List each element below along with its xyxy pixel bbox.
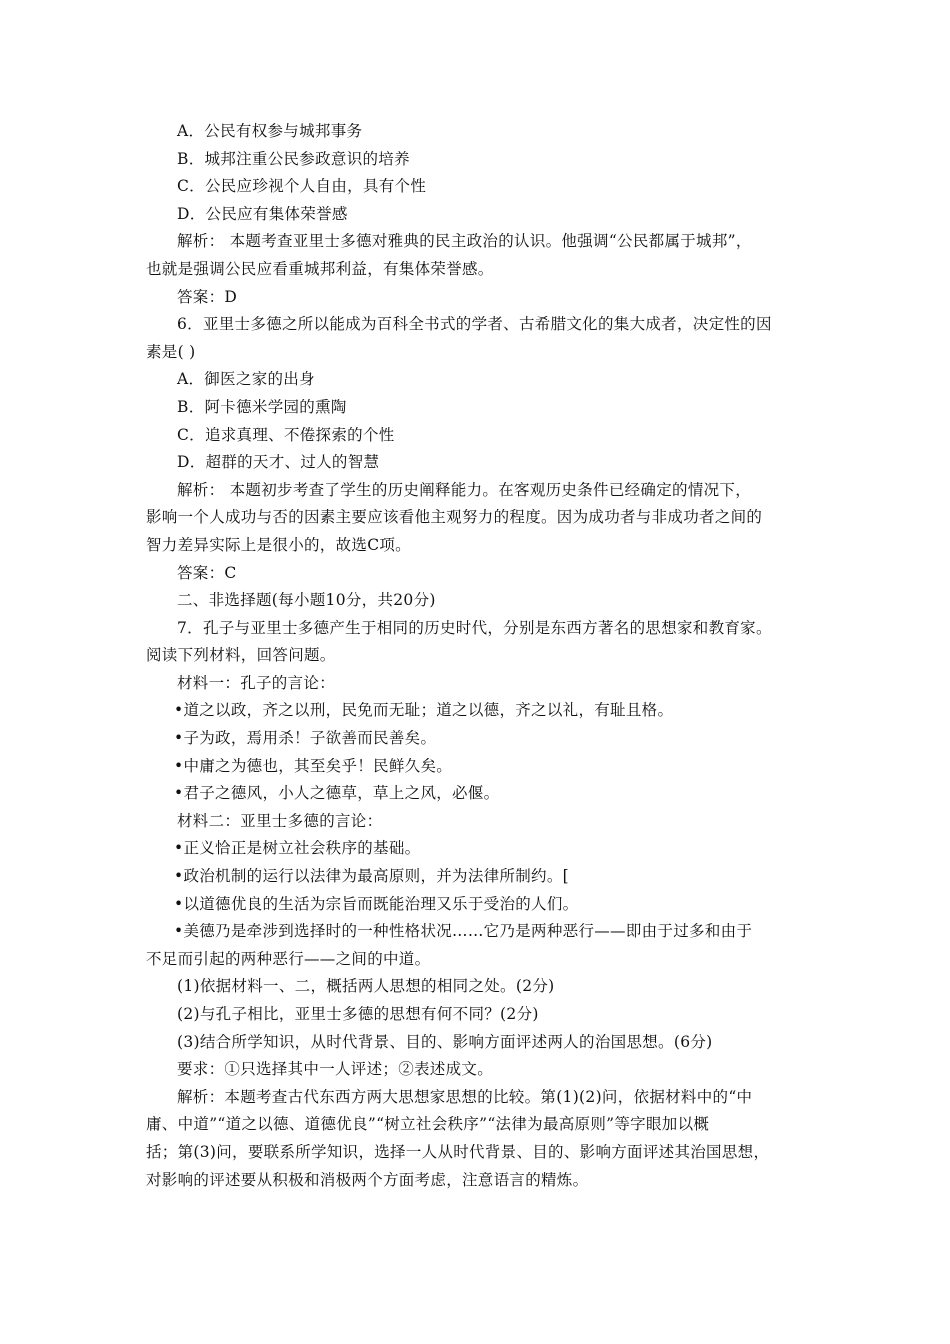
question-line: 阅读下列材料，回答问题。: [146, 646, 336, 665]
question-line: 6．亚里士多德之所以能成为百科全书式的学者、古希腊文化的集大成者，决定性的因: [177, 315, 772, 334]
material-quote: •子为政，焉用杀！子欲善而民善矣。: [174, 729, 437, 748]
sub-question: (3)结合所学知识，从时代背景、目的、影响方面评述两人的治国思想。(6分): [177, 1032, 713, 1051]
material-quote: •正义恰正是树立社会秩序的基础。: [174, 839, 421, 858]
option-d: D．超群的天才、过人的智慧: [177, 453, 380, 472]
sub-question: (1)依据材料一、二，概括两人思想的相同之处。(2分): [177, 977, 555, 996]
analysis-line: 解析： 本题考查亚里士多德对雅典的民主政治的认识。他强调“公民都属于城邦”，: [177, 232, 752, 251]
material-quote: •以道德优良的生活为宗旨而既能治理又乐于受治的人们。: [174, 894, 579, 913]
analysis-line: 影响一个人成功与否的因素主要应该看他主观努力的程度。因为成功者与非成功者之间的: [146, 508, 763, 527]
material-quote: •道之以政，齐之以刑，民免而无耻；道之以德，齐之以礼，有耻且格。: [174, 701, 674, 720]
question-line: 素是( ): [146, 342, 196, 361]
analysis-line: 也就是强调公民应看重城邦利益，有集体荣誉感。: [146, 259, 494, 278]
analysis-line: 解析：本题考查古代东西方两大思想家思想的比较。第(1)(2)问，依据材料中的“中: [177, 1087, 753, 1106]
answer-line: 答案：D: [177, 287, 238, 306]
question-line: 7．孔子与亚里士多德产生于相同的历史时代，分别是东西方著名的思想家和教育家。: [177, 618, 772, 637]
option-b: B．城邦注重公民参政意识的培养: [177, 149, 410, 168]
answer-line: 答案：C: [177, 563, 237, 582]
sub-question: (2)与孔子相比，亚里士多德的思想有何不同？(2分): [177, 1005, 539, 1023]
material-heading: 材料二：亚里士多德的言论：: [177, 811, 383, 830]
material-quote: •美德乃是牵涉到选择时的一种性格状况……它乃是两种恶行——即由于过多和由于: [174, 922, 753, 941]
material-quote: •政治机制的运行以法律为最高原则，并为法律所制约。[: [174, 867, 569, 886]
analysis-line: 对影响的评述要从积极和消极两个方面考虑，注意语言的精炼。: [146, 1170, 589, 1189]
analysis-line: 解析： 本题初步考查了学生的历史阐释能力。在客观历史条件已经确定的情况下，: [177, 480, 752, 499]
analysis-line: 庸、中道”“道之以德、道德优良”“树立社会秩序”“法律为最高原则”等字眼加以概: [146, 1115, 710, 1134]
material-heading: 材料一：孔子的言论：: [177, 673, 336, 692]
material-quote: •君子之德风，小人之德草，草上之风，必偃。: [174, 784, 500, 803]
material-quote: 不足而引起的两种恶行——之间的中道。: [146, 949, 431, 968]
option-c: C．公民应珍视个人自由，具有个性: [177, 177, 427, 196]
document-page: [146, 118, 814, 1194]
option-b: B．阿卡德米学园的熏陶: [177, 397, 347, 416]
option-a: A．公民有权参与城邦事务: [177, 122, 363, 140]
option-d: D．公民应有集体荣誉感: [177, 204, 348, 223]
option-c: C．追求真理、不倦探索的个性: [177, 425, 395, 444]
section-heading: 二、非选择题(每小题10分，共20分): [177, 591, 436, 610]
material-quote: •中庸之为德也，其至矣乎！民鲜久矣。: [174, 756, 453, 775]
analysis-line: 智力差异实际上是很小的，故选C项。: [146, 535, 411, 554]
requirement-line: 要求：①只选择其中一人评述；②表述成文。: [177, 1060, 494, 1079]
analysis-line: 括；第(3)问，要联系所学知识，选择一人从时代背景、目的、影响方面评述其治国思想，: [146, 1142, 770, 1161]
option-a: A．御医之家的出身: [177, 370, 315, 389]
